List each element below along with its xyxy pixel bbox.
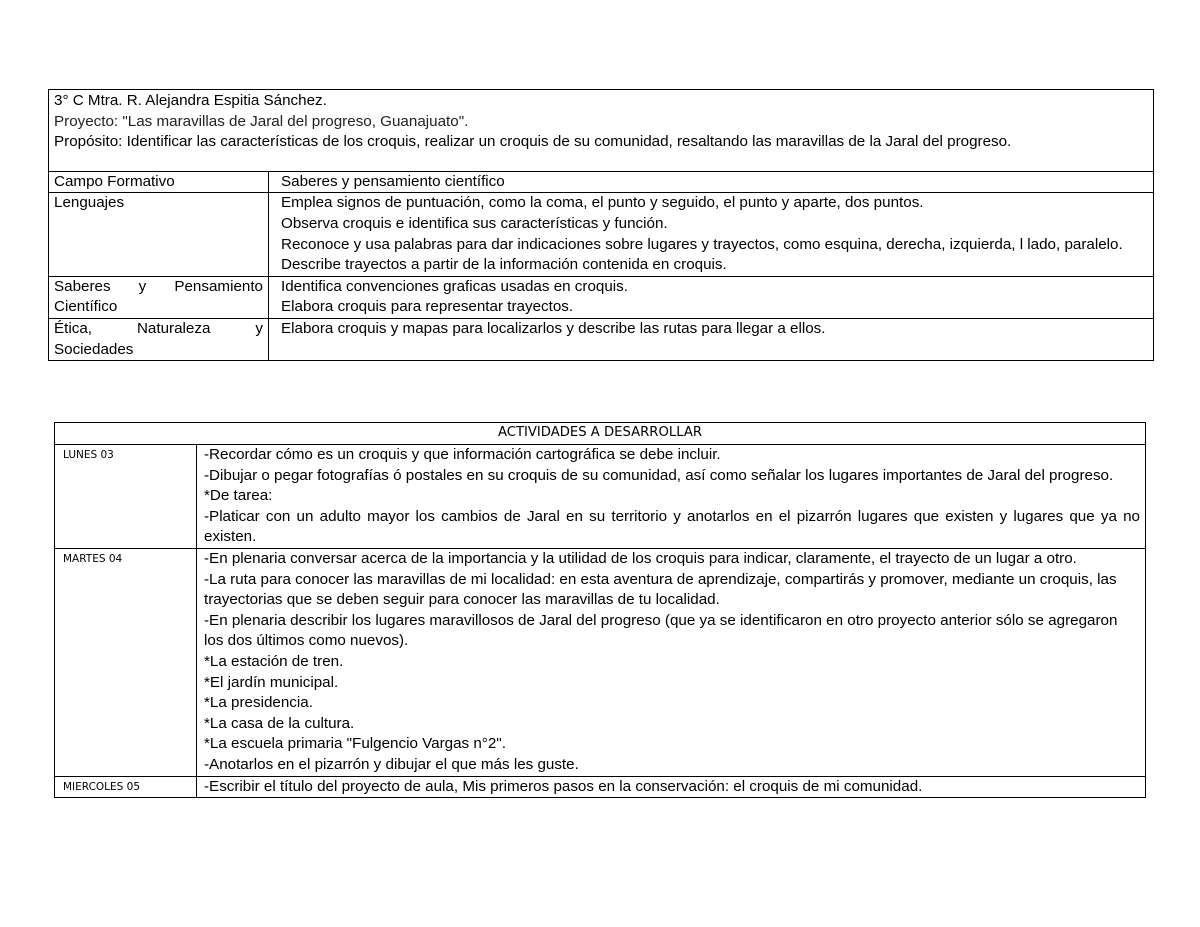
document-header [49, 90, 1154, 172]
campo-name: Saberes y Pensamiento Científico [49, 276, 269, 318]
campo-row [49, 193, 1154, 276]
activity-line: -La ruta para conocer las maravillas de mi localidad: en esta aventura de aprendizaje, compartirás y promover, mediante un croquis, las trayectorias que se deben seguir para conocer las maravillas de tu localidad. [204, 570, 1117, 609]
campo-row [49, 318, 1154, 360]
content-line: Emplea signos de puntuación, como la coma, el punto y seguido, el punto y aparte, dos puntos. [281, 194, 924, 212]
campo-name: Lenguajes [49, 193, 269, 276]
content-line: Elabora croquis para representar trayectos. [281, 298, 574, 316]
saberes-header: Saberes y pensamiento científico [269, 171, 1154, 193]
activity-line: -Anotarlos en el pizarrón y dibujar el que más les guste. [204, 755, 579, 773]
campo-content [269, 276, 1154, 318]
activity-line: -Escribir el título del proyecto de aula, Mis primeros pasos en la conservación: el croquis de mi comunidad. [204, 777, 923, 795]
purpose-line: Propósito: Identificar las características de los croquis, realizar un croquis de su comunidad, resaltando las maravillas de la Jaral del progreso. [54, 133, 1012, 151]
activity-line: -Dibujar o pegar fotografías ó postales en su croquis de su comunidad, así como señalar los lugares importantes de Jaral del progreso. [204, 466, 1114, 484]
content-line: Observa croquis e identifica sus características y función. [281, 214, 668, 232]
campo-header: Campo Formativo [49, 171, 269, 193]
day-label: LUNES 03 [55, 445, 197, 549]
activities-title: ACTIVIDADES A DESARROLLAR [55, 423, 1146, 445]
project-line: Proyecto: "Las maravillas de Jaral del progreso, Guanajuato". [54, 112, 469, 130]
day-row [55, 445, 1146, 549]
day-activities [197, 548, 1146, 776]
content-line: Elabora croquis y mapas para localizarlos y describe las rutas para llegar a ellos. [281, 319, 826, 337]
day-label: MARTES 04 [55, 548, 197, 776]
activity-line: -Recordar cómo es un croquis y que información cartográfica se debe incluir. [204, 446, 721, 463]
activity-line: *De tarea: [204, 487, 273, 505]
day-activities [197, 445, 1146, 549]
day-activities [197, 776, 1146, 798]
activity-line: *La casa de la cultura. [204, 714, 355, 732]
content-line: Reconoce y usa palabras para dar indicaciones sobre lugares y trayectos, como esquina, derecha, izquierda, l lado, paralelo. Describe trayectos a partir de la información contenida en croquis. [281, 235, 1123, 274]
campo-content [269, 193, 1154, 276]
activity-line: *La escuela primaria "Fulgencio Vargas n°2". [204, 735, 506, 753]
day-label: MIERCOLES 05 [55, 776, 197, 798]
activity-line: -Platicar con un adulto mayor los cambios de Jaral en su territorio y anotarlos en el pizarrón lugares que existen y lugares que ya no existen. [204, 507, 1140, 546]
activity-line: *La estación de tren. [204, 652, 344, 670]
day-row [55, 548, 1146, 776]
teacher-line: 3° C Mtra. R. Alejandra Espitia Sánchez. [54, 92, 327, 109]
day-row [55, 776, 1146, 798]
activity-line: -En plenaria describir los lugares maravillosos de Jaral del progreso (que ya se identificaron en otro proyecto anterior sólo se agregaron los dos últimos como nuevos). [204, 611, 1118, 650]
activity-line: *La presidencia. [204, 694, 313, 712]
campo-row [49, 276, 1154, 318]
campo-content [269, 318, 1154, 360]
content-line: Identifica convenciones graficas usadas en croquis. [281, 277, 628, 295]
activities-table [54, 422, 1146, 798]
campos-table [48, 89, 1154, 361]
activity-line: -En plenaria conversar acerca de la importancia y la utilidad de los croquis para indicar, claramente, el trayecto de un lugar a otro. [204, 549, 1077, 567]
campo-name: Ética, Naturaleza y Sociedades [49, 318, 269, 360]
activity-line: *El jardín municipal. [204, 673, 339, 691]
